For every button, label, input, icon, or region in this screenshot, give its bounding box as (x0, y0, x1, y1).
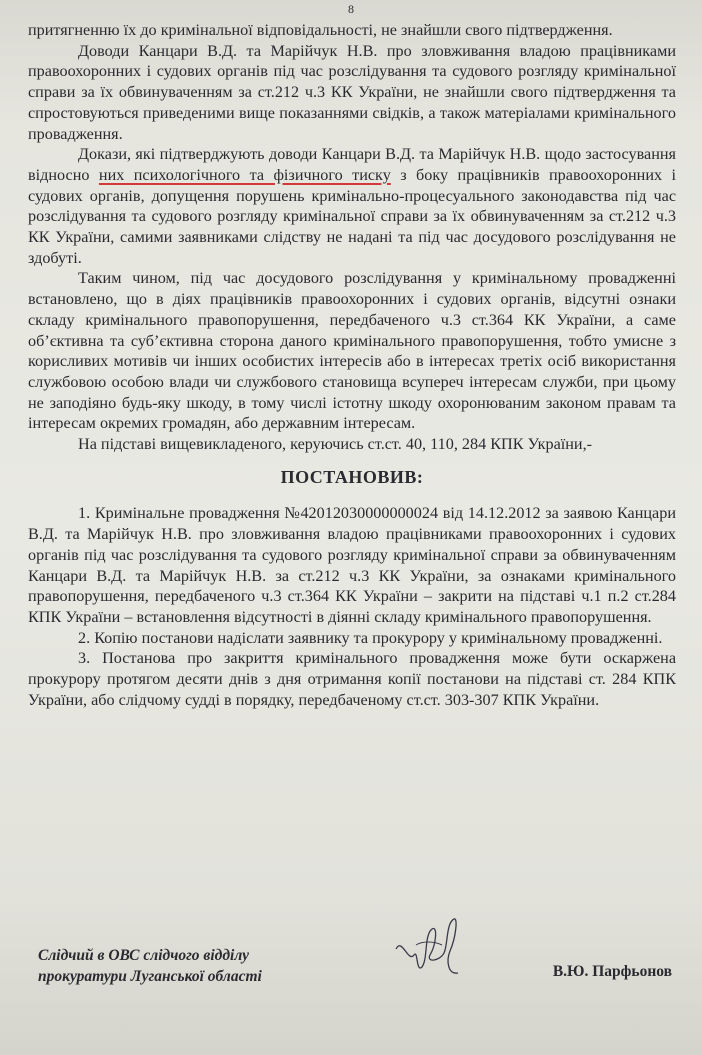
decision-item-3: 3. Постанова про закриття кримінального провадження може бути оскаржена прокурору протягом десяти днів з дня отримання копії постанови на підставі ст. 284 КПК України, або слідчому судді в порядку, передбаченому ст.ст. 303-307 КПК України. (28, 649, 676, 709)
page-number: 8 (348, 2, 354, 16)
signatory-title-line-1: Слідчий в ОВС слідчого відділу (38, 947, 249, 964)
document-body (28, 20, 676, 711)
evidence-before: Докази, які підтверджують доводи Канцари В.Д. та Марійчук Н.В. щодо застосування відносно (28, 145, 676, 184)
evidence-after: з боку працівників правоохоронних і судових органів, допущення порушень кримінально-процесуального законодавства під час розслідування та судового розгляду кримінальної справи за їх обвинуваченням за ст.212 ч.3 КК України, самими заявниками слідству не надані та під час досудового розслідування не здобуті. (28, 165, 677, 267)
decision-item-1: 1. Кримінальне провадження №42012030000000024 від 14.12.2012 за заявою Канцари В.Д. та Марійчук Н.В. про зловживання владою працівниками правоохоронних і судових органів під час розслідування та судового розгляду кримінальної справи за обвинуваченням Канцари В.Д. та Марійчук Н.В. за ст.212 ч.3 КК України, за ознаками кримінального правопорушення, передбаченого ч.3 ст.364 КК України – закрити на підставі ч.1 п.2 ст.284 КПК України – встановлення відсутності в діянні складу кримінального правопорушення. (28, 504, 676, 626)
handwritten-signature (388, 915, 468, 985)
decision-item-2: 2. Копію постанови надіслати заявнику та прокурору у кримінальному провадженні. (78, 628, 663, 647)
paragraph-arguments: Доводи Канцари В.Д. та Марійчук Н.В. про зловживання владою працівниками правоохоронних і судових органів під час розслідування та судового розгляду кримінальної справи за їх обвинуваченням за ст.212 ч.3 КК України, не знайшли свого підтвердження та спростовуються приведеними вище показаннями свідків, а також матеріалами кримінального провадження. (28, 41, 676, 143)
signature-block (38, 945, 678, 1005)
paragraph-basis: На підставі вищевикладеного, керуючись ст.ст. 40, 110, 284 КПК України,- (78, 435, 593, 454)
red-underlined-phrase: них психологічного та фізичного тиску (98, 165, 391, 184)
signatory-name: В.Ю. Парфьонов (552, 963, 672, 980)
paragraph-conclusion: Таким чином, під час досудового розслідування у кримінальному провадженні встановлено, що в діях працівників правоохоронних і судових органів, відсутні ознаки складу кримінального правопорушення, передбаченого ч.3 ст.364 КК України, а саме об’єктивна та суб’єктивна сторона даного кримінального правопорушення, тобто умисне з корисливих мотивів чи інших особистих інтересів або в інтересах третіх осіб використання службовою особою влади чи службового становища всупереч інтересам служби, при цьому не заподіяно будь-яку шкоду, в тому числі істотну шкоду охоронюваним законом правам та інтересам окремих громадян, або державним інтересам. (28, 269, 676, 433)
signatory-title (38, 945, 338, 987)
signatory-title-line-2: прокуратури Луганської області (38, 968, 262, 985)
decision-heading: ПОСТАНОВИВ: (280, 466, 424, 487)
paragraph-evidence (28, 144, 676, 268)
paragraph-continuation: притягненню їх до кримінальної відповідальності, не знайшли свого підтвердження. (28, 21, 613, 39)
